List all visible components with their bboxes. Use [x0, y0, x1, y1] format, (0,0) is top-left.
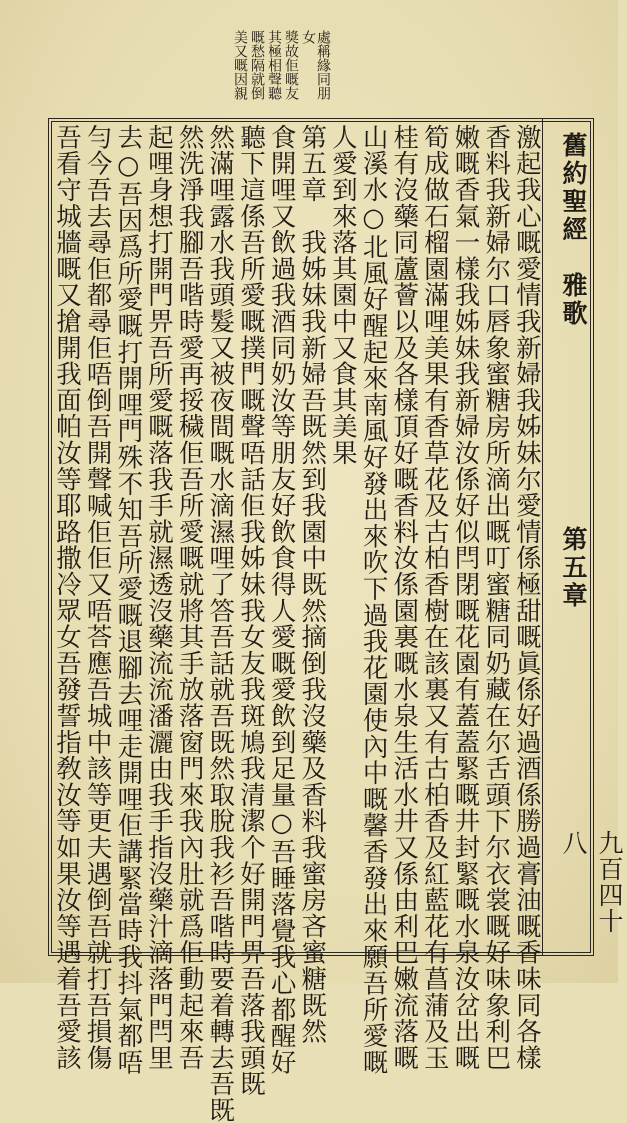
marginal-note-line: 其極相聲聽 [266, 30, 282, 100]
text-column: 聽下這係吾所愛嘅撲門嘅聲唔話佢我姊妹我女友我斑鳩我清潔个好開門畀吾落我頭既 [235, 124, 266, 1098]
text-column: 勻今吾去尋佢都尋佢唔倒吾開聲喊佢佢又唔荅應吾城中該等更夫遇倒吾就打吾損傷 [82, 124, 113, 1071]
text-column: 筍成做石榴園滿哩美果有香草花及古柏香樹在該裏又有古柏香及紅藍花有菖蒲及玉 [419, 124, 450, 1071]
marginal-note [230, 30, 330, 108]
marginal-note-line: 處稱緣同朋女 [300, 30, 331, 100]
running-header [542, 118, 624, 956]
marginal-note-line: 嘅愁隔就倒 [249, 30, 265, 100]
text-column: 去○吾因爲所愛嘅打開哩門殊不知吾所愛嘅退腳去哩走開哩佢講緊當時我抖氣都唔 [113, 124, 144, 1076]
book-title: 舊約聖經 雅歌 [559, 132, 588, 328]
text-column: 食開哩又飲過我酒同奶汝等朋友好飲食得人愛嘅愛飲到足量○吾睡落覺我心都醒好 [266, 124, 297, 1076]
marginal-note-line: 獎故佢嘅友 [283, 30, 299, 100]
chapter-heading-column: 第五章 我姊妹我新婦吾既然到我園中既然摘倒我沒藥及香料我蜜房吝蜜糖既然 [297, 124, 328, 1045]
text-column: 吾看守城牆嘅又搶開我面帕汝等耶路撒冷眾女吾發誓指敎汝等如果汝等遇着吾愛該 [52, 124, 82, 1071]
text-column: 嫩嘅香氣一樣我姊妹我新婦汝係好似閂閉嘅花園有蓋蓋緊嘅井封緊嘅水泉汝岔出嘅 [450, 124, 481, 1071]
chapter-label: 第五章 [559, 526, 588, 610]
text-column: 起哩身想打開門畀吾所愛嘅落我手就濕透沒藥流流潘灑由我手指沒藥汁滴落門閂里 [143, 124, 174, 1071]
text-column: 然洗淨我腳吾喈時愛再挼穢佢吾所愛嘅就將其手放落窗門來我內肚就爲佢動起來吾 [174, 124, 205, 1071]
marginal-note-line: 美又嘅因親 [232, 30, 248, 100]
body-text [52, 124, 542, 1123]
page-number: 九百四十八 [559, 830, 624, 934]
text-column: 然滿哩露水我頭髮又被夜間嘅水滴濕哩了答吾話就吾既然取脫我衫吾喈時要着轉去吾既 [205, 124, 236, 1123]
text-column: 激起我心嘅愛情我新婦我姊妹尔愛情係極甜嘅眞係好過酒係勝過膏油嘅香味同各樣 [511, 124, 542, 1071]
text-column: 桂有沒藥同蘆薈以及各樣頂好嘅香料汝係園裏嘅水泉生活水井又係由利巴嫩流落嘅 [389, 124, 420, 1071]
text-column: 香料我新婦尔口唇象蜜糖房所滴出嘅叮蜜糖同奶藏在尔舌頭下尔衣裳嘅好味象利巴 [481, 124, 512, 1071]
text-column: 人愛到來落其園中又食其美果 [327, 124, 358, 466]
text-column: 山溪水○北風好醒起來南風好發出來吹下過我花園使內中嘅馨香發出來願吾所愛嘅 [358, 124, 389, 1076]
